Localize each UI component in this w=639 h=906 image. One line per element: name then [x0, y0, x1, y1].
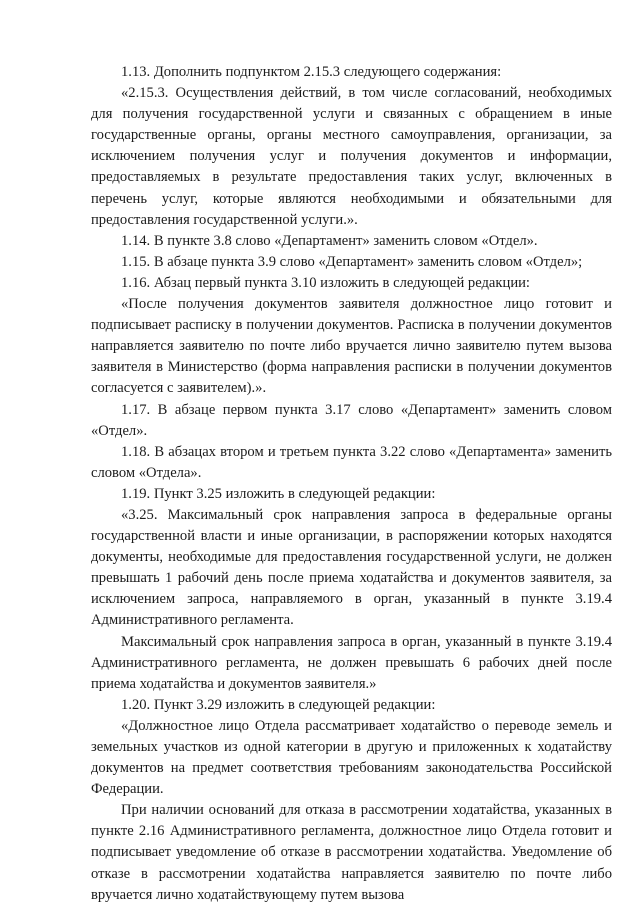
paragraph-3-29-second: При наличии оснований для отказа в рассмотрении ходатайства, указанных в пункте 2.16 Административного регламента, должностное лицо Отдела готовит и подписывает уведомление об отказе в рассмотрении ходатайства. Уведомление об отказе в рассмотрении ходатайства направляется заявителю по почте либо вручается лично ходатайствующему путем вызова [91, 802, 612, 903]
paragraph-3-25-second: Максимальный срок направления запроса в орган, указанный в пункте 3.19.4 Административного регламента, не должен превышать 6 рабочих дней после приема ходатайства и документов заявителя.» [91, 633, 612, 692]
paragraph-1-14: 1.14. В пункте 3.8 слово «Департамент» заменить словом «Отдел». [121, 232, 538, 249]
paragraph-3-10-quote: «После получения документов заявителя должностное лицо готовит и подписывает расписку в получении документов. Расписка в получении документов направляется заявителю по почте либо вручается лично заявителю путем вызова заявителя в Министерство (форма направления расписки в получении документов согласуется с заявителем).». [91, 296, 612, 397]
paragraph-1-20: 1.20. Пункт 3.29 изложить в следующей редакции: [121, 696, 436, 713]
paragraph-1-13: 1.13. Дополнить подпунктом 2.15.3 следующего содержания: [121, 64, 502, 80]
paragraph-1-19: 1.19. Пункт 3.25 изложить в следующей редакции: [121, 485, 436, 502]
paragraph-1-17: 1.17. В абзаце первом пункта 3.17 слово «Департамент» заменить словом «Отдел». [91, 401, 612, 439]
paragraph-1-18: 1.18. В абзацах втором и третьем пункта 3.22 слово «Департамента» заменить словом «Отдела». [91, 443, 612, 481]
paragraph-2-15-3: «2.15.3. Осуществления действий, в том числе согласований, необходимых для получения государственной услуги и связанных с обращением в иные государственные органы, органы местного самоуправления, организации, за исключением получения услуг и получения документов и информации, предоставляемых в результате предоставления таких услуг, включенных в перечень услуг, которые являются необходимыми и обязательными для предоставления государственной услуги.». [91, 85, 612, 228]
paragraph-3-25-quote: «3.25. Максимальный срок направления запроса в федеральные органы государственной власти и иные организации, в распоряжении которых находятся документы, необходимые для предоставления государственной услуги, не должен превышать 1 рабочий день после приема ходатайства и документов заявителя, за исключением запроса, направляемого в орган, указанный в пункте 3.19.4 Административного регламента. [91, 506, 612, 629]
paragraph-1-16: 1.16. Абзац первый пункта 3.10 изложить в следующей редакции: [121, 274, 530, 291]
paragraph-3-29-quote: «Должностное лицо Отдела рассматривает ходатайство о переводе земель и земельных участков из одной категории в другую и приложенных к ходатайству документов на предмет соответствия требованиям законодательства Российской Федерации. [91, 717, 612, 798]
paragraph-1-15: 1.15. В абзаце пункта 3.9 слово «Департамент» заменить словом «Отдел»; [121, 253, 583, 270]
